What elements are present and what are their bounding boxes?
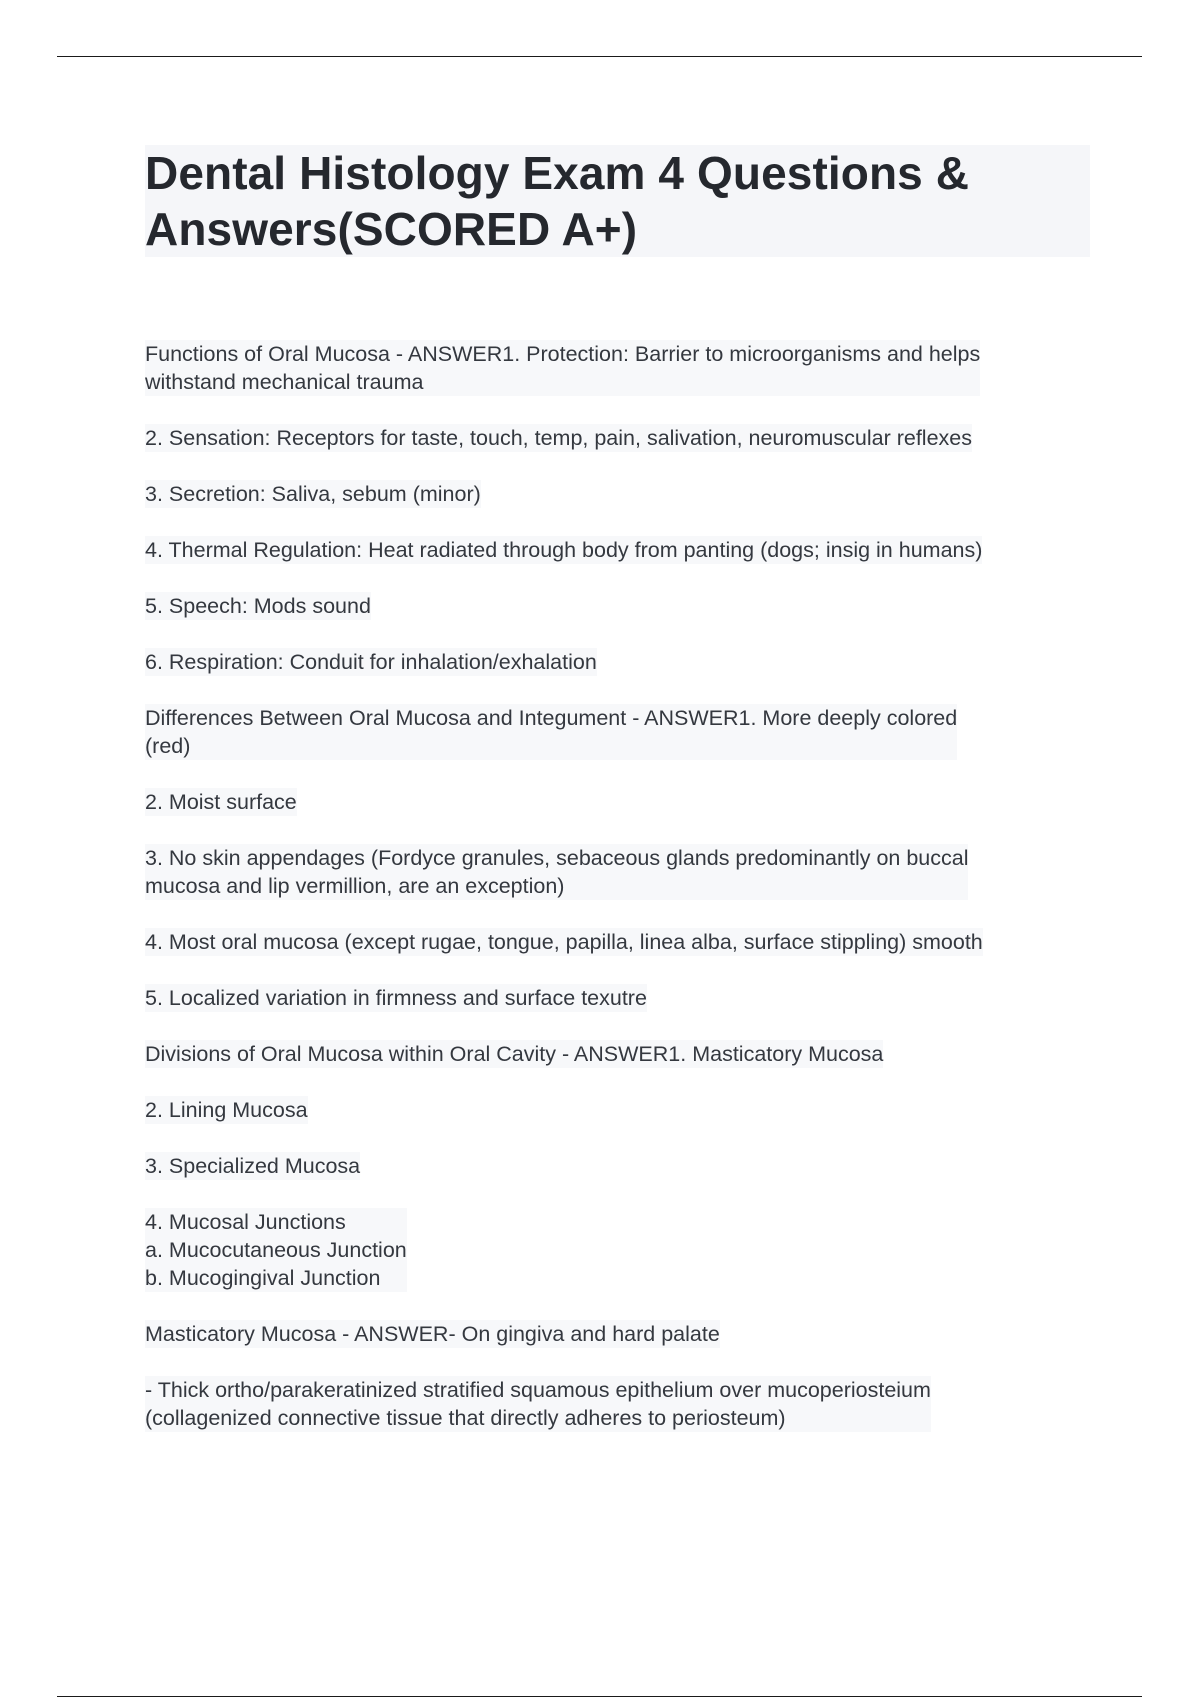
bottom-rule [57, 1696, 1142, 1697]
qa-entry: 2. Sensation: Receptors for taste, touch, temp, pain, salivation, neuromuscular reflexes [145, 426, 972, 450]
document-body [145, 145, 1090, 1460]
qa-entry: Differences Between Oral Mucosa and Integument - ANSWER1. More deeply colored (red) [145, 706, 958, 758]
title-block [145, 145, 1090, 257]
qa-entry: Divisions of Oral Mucosa within Oral Cavity - ANSWER1. Masticatory Mucosa [145, 1042, 884, 1066]
qa-entry: Masticatory Mucosa - ANSWER- On gingiva and hard palate [145, 1322, 720, 1346]
qa-entry: 3. Secretion: Saliva, sebum (minor) [145, 482, 481, 506]
top-rule [57, 56, 1142, 57]
qa-entry: 4. Mucosal Junctions a. Mucocutaneous Junction b. Mucogingival Junction [145, 1210, 407, 1290]
page-title: Dental Histology Exam 4 Questions & Answers(SCORED A+) [145, 147, 970, 255]
qa-entry: 4. Thermal Regulation: Heat radiated through body from panting (dogs; insig in humans) [145, 538, 983, 562]
qa-entry: 5. Localized variation in firmness and surface texutre [145, 986, 647, 1010]
qa-entry: - Thick ortho/parakeratinized stratified squamous epithelium over mucoperiosteium (collagenized connective tissue that directly adheres to periosteum) [145, 1378, 931, 1430]
qa-entry: 4. Most oral mucosa (except rugae, tongue, papilla, linea alba, surface stippling) smooth [145, 930, 983, 954]
qa-entry: Functions of Oral Mucosa - ANSWER1. Protection: Barrier to microorganisms and helps withstand mechanical trauma [145, 342, 981, 394]
qa-entry: 5. Speech: Mods sound [145, 594, 371, 618]
qa-list [145, 340, 1090, 1432]
qa-entry: 2. Lining Mucosa [145, 1098, 308, 1122]
qa-entry: 6. Respiration: Conduit for inhalation/exhalation [145, 650, 597, 674]
qa-entry: 3. Specialized Mucosa [145, 1154, 361, 1178]
qa-entry: 2. Moist surface [145, 790, 297, 814]
qa-entry: 3. No skin appendages (Fordyce granules, sebaceous glands predominantly on buccal mucosa and lip vermillion, are an exception) [145, 846, 969, 898]
